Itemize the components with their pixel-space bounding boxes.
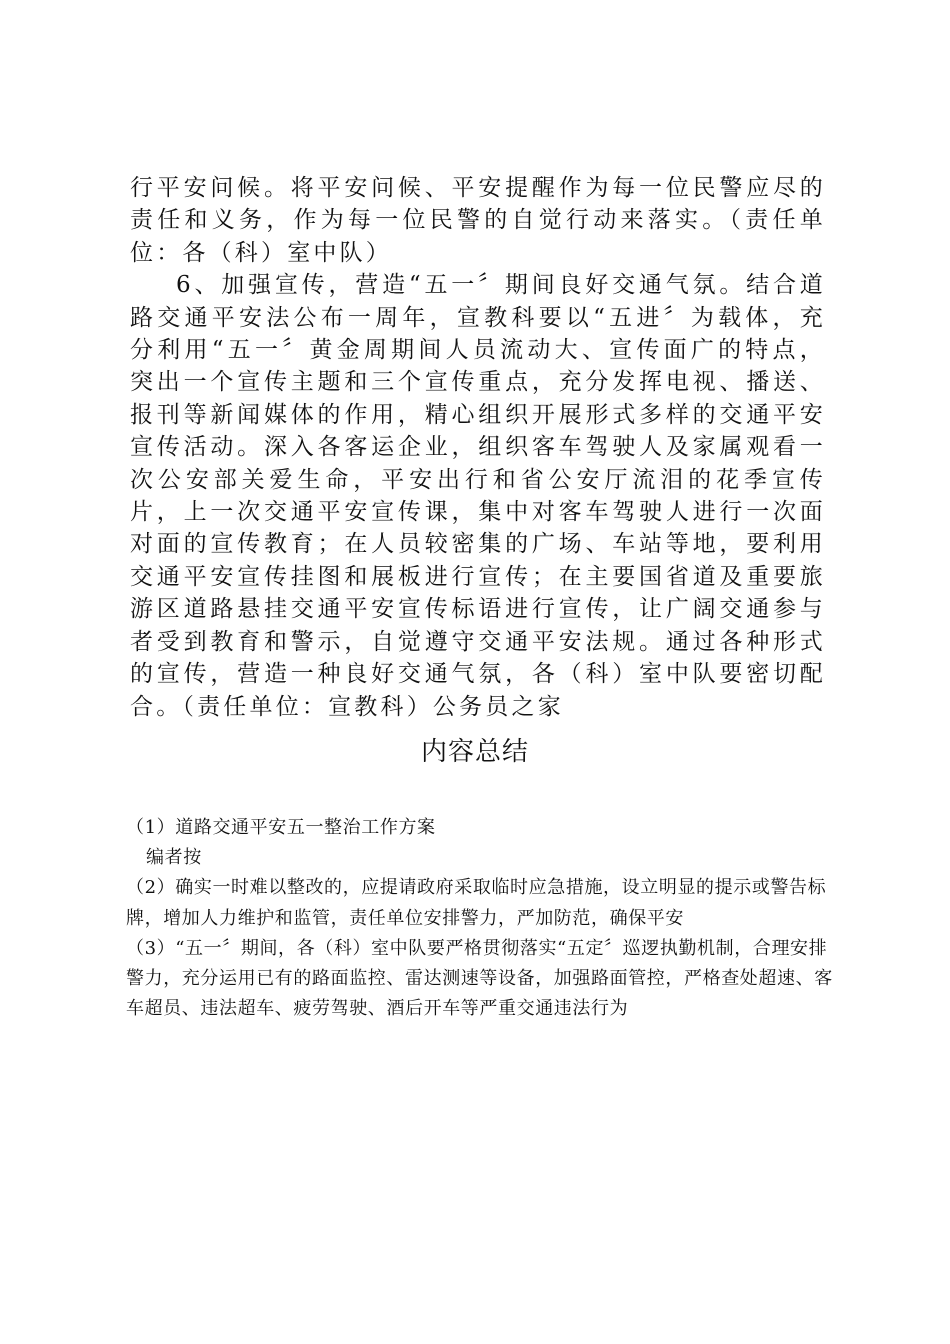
body-paragraph-continuation: 行平安问候。将平安问候、平安提醒作为每一位民警应尽的责任和义务，作为每一位民警的自觉行动来落实。（责任单位：各（科）室中队） <box>130 175 826 266</box>
summary-item-3: （3）“五一〞期间，各（科）室中队要严格贯彻落实“五定〞巡逻执勤机制，合理安排警力，充分运用已有的路面监控、雷达测速等设备，加强路面管控，严格查处超速、客车超员、违法超车、疲劳驾驶、酒后开车等严重交通违法行为 <box>126 937 833 1020</box>
summary-title: 内容总结 <box>420 737 529 767</box>
summary-item-1: （1）道路交通平安五一整治工作方案 <box>126 817 436 838</box>
summary-item-editor-note: 编者按 <box>146 847 202 869</box>
body-paragraph-publicity: 6、加强宣传，营造“五一〞期间良好交通气氛。结合道路交通平安法公布一周年，宣教科要以“五进〞为载体，充分利用“五一〞黄金周期间人员流动大、宣传面广的特点，突出一个宣传主题和三个宣传重点，充分发挥电视、播送、报刊等新闻媒体的作用，精心组织开展形式多样的交通平安宣传活动。深入各客运企业，组织客车驾驶人及家属观看一次公安部关爱生命，平安出行和省公安厅流泪的花季宣传片，上一次交通平安宣传课，集中对客车驾驶人进行一次面对面的宣传教育；在人员较密集的广场、车站等地，要利用交通平安宣传挂图和展板进行宣传；在主要国省道及重要旅游区道路悬挂交通平安宣传标语进行宣传，让广阔交通参与者受到教育和警示，自觉遵守交通平安法规。通过各种形式的宣传，营造一种良好交通气氛，各（科）室中队要密切配合。（责任单位：宣教科）公务员之家 <box>130 272 826 720</box>
document-body <box>130 172 826 723</box>
summary-list <box>126 813 838 1024</box>
summary-item-2: （2）确实一时难以整改的，应提请政府采取临时应急措施，设立明显的提示或警告标牌，增加人力维护和监管，责任单位安排警力，严加防范，确保平安 <box>126 877 827 929</box>
